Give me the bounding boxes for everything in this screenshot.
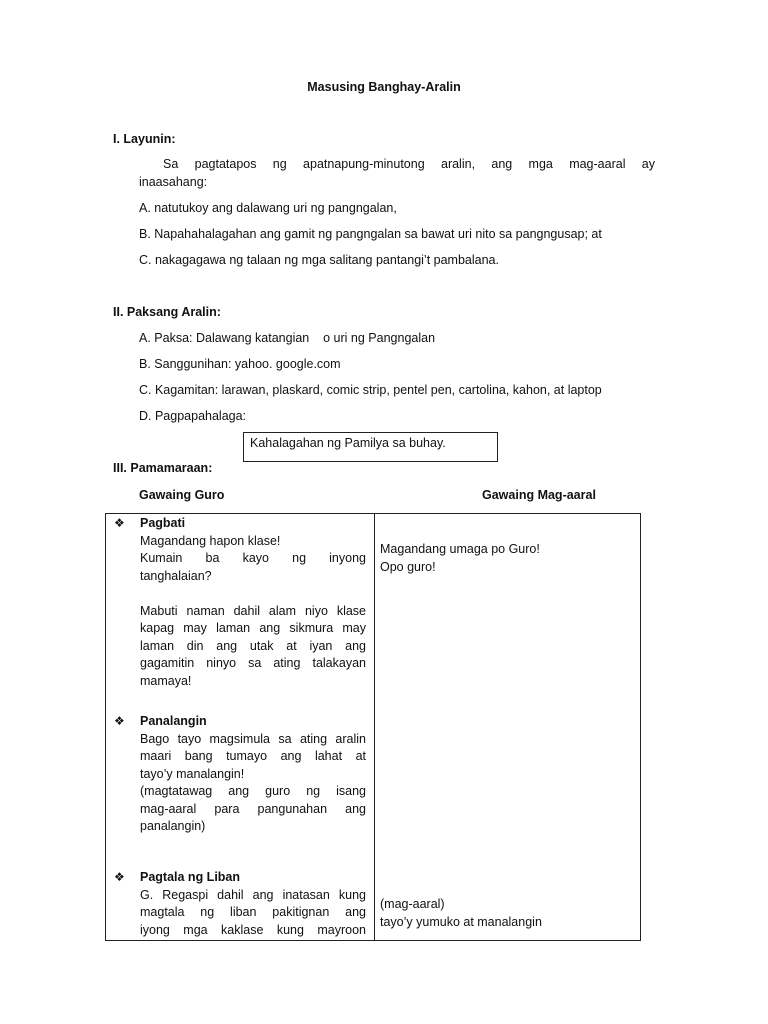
section-line: gagamitin ninyo sa ating talakayan <box>140 656 366 670</box>
section-line: laman din ang utak at iyan ang <box>140 638 366 653</box>
layunin-item-a: A. natutukoy ang dalawang uri ng pangngalan, <box>139 201 397 215</box>
procedure-table <box>105 513 641 941</box>
section-line: mamaya! <box>140 673 192 688</box>
section-title: Pagtala ng Liban <box>140 870 241 884</box>
response-pagbati <box>380 540 540 576</box>
layunin-intro-line1: Sa pagtatapos ng apatnapung-minutong aralin, ang mga mag-aaral ay <box>163 157 655 171</box>
pagpapahalaga-box <box>243 432 498 462</box>
paksa-item-d: D. Pagpapahalaga: <box>139 409 247 423</box>
layunin-heading: I. Layunin: <box>113 132 176 146</box>
section-line: Kumain ba kayo ng inyong <box>140 551 366 565</box>
section-line: tanghalaian? <box>140 568 212 583</box>
section-line: panalangin) <box>140 819 206 833</box>
section-line: maari bang tumayo ang lahat at <box>140 749 366 763</box>
layunin-item-b: B. Napahahalagahan ang gamit ng pangngalan sa bawat uri nito sa pangngusap; at <box>139 227 602 241</box>
column-header-guro: Gawaing Guro <box>139 488 225 502</box>
pamamaraan-heading: III. Pamamaraan: <box>113 461 213 475</box>
pagpapahalaga-text: Kahalagahan ng Pamilya sa buhay. <box>250 436 446 450</box>
response-line: (mag-aaral) <box>380 897 445 911</box>
diamond-bullet-icon: ❖ <box>114 516 125 530</box>
document-title: Masusing Banghay-Aralin <box>307 80 461 94</box>
diamond-bullet-icon: ❖ <box>114 714 125 728</box>
paksa-item-b: B. Sanggunihan: yahoo. google.com <box>139 357 341 371</box>
section-line: mag-aaral para pangunahan ang <box>140 801 366 816</box>
diamond-bullet-icon: ❖ <box>114 870 125 884</box>
section-line: (magtatawag ang guro ng isang <box>140 784 366 798</box>
section-panalangin <box>140 713 366 836</box>
paksa-item-c: C. Kagamitan: larawan, plaskard, comic strip, pentel pen, cartolina, kahon, at laptop <box>139 383 602 397</box>
layunin-intro-line2: inaasahang: <box>139 175 208 189</box>
layunin-item-c: C. nakagagawa ng talaan ng mga salitang pantangi’t pambalana. <box>139 253 499 267</box>
section-line: Mabuti naman dahil alam niyo klase <box>140 603 366 618</box>
section-line: iyong mga kaklase kung mayroon <box>140 922 366 937</box>
section-line: Bago tayo magsimula sa ating aralin <box>140 731 366 746</box>
section-line: kapag may laman ang sikmura may <box>140 621 366 635</box>
response-panalangin <box>380 895 542 931</box>
section-title: Panalangin <box>140 714 207 728</box>
response-line: Magandang umaga po Guro! <box>380 542 540 556</box>
section-title: Pagbati <box>140 516 186 530</box>
response-line: Opo guro! <box>380 560 436 574</box>
table-column-divider <box>374 514 375 940</box>
section-line: magtala ng liban pakitignan ang <box>140 905 366 919</box>
response-line: tayo’y yumuko at manalangin <box>380 915 542 929</box>
section-line: tayo’y manalangin! <box>140 766 245 781</box>
section-line: Magandang hapon klase! <box>140 533 281 548</box>
section-pagtala-ng-liban <box>140 869 366 939</box>
paksa-item-a: A. Paksa: Dalawang katangian o uri ng Pangngalan <box>139 331 436 345</box>
column-header-magaaral: Gawaing Mag-aaral <box>482 488 596 502</box>
section-line: G. Regaspi dahil ang inatasan kung <box>140 887 366 902</box>
paksa-heading: II. Paksang Aralin: <box>113 305 221 319</box>
section-pagbati <box>140 515 366 690</box>
